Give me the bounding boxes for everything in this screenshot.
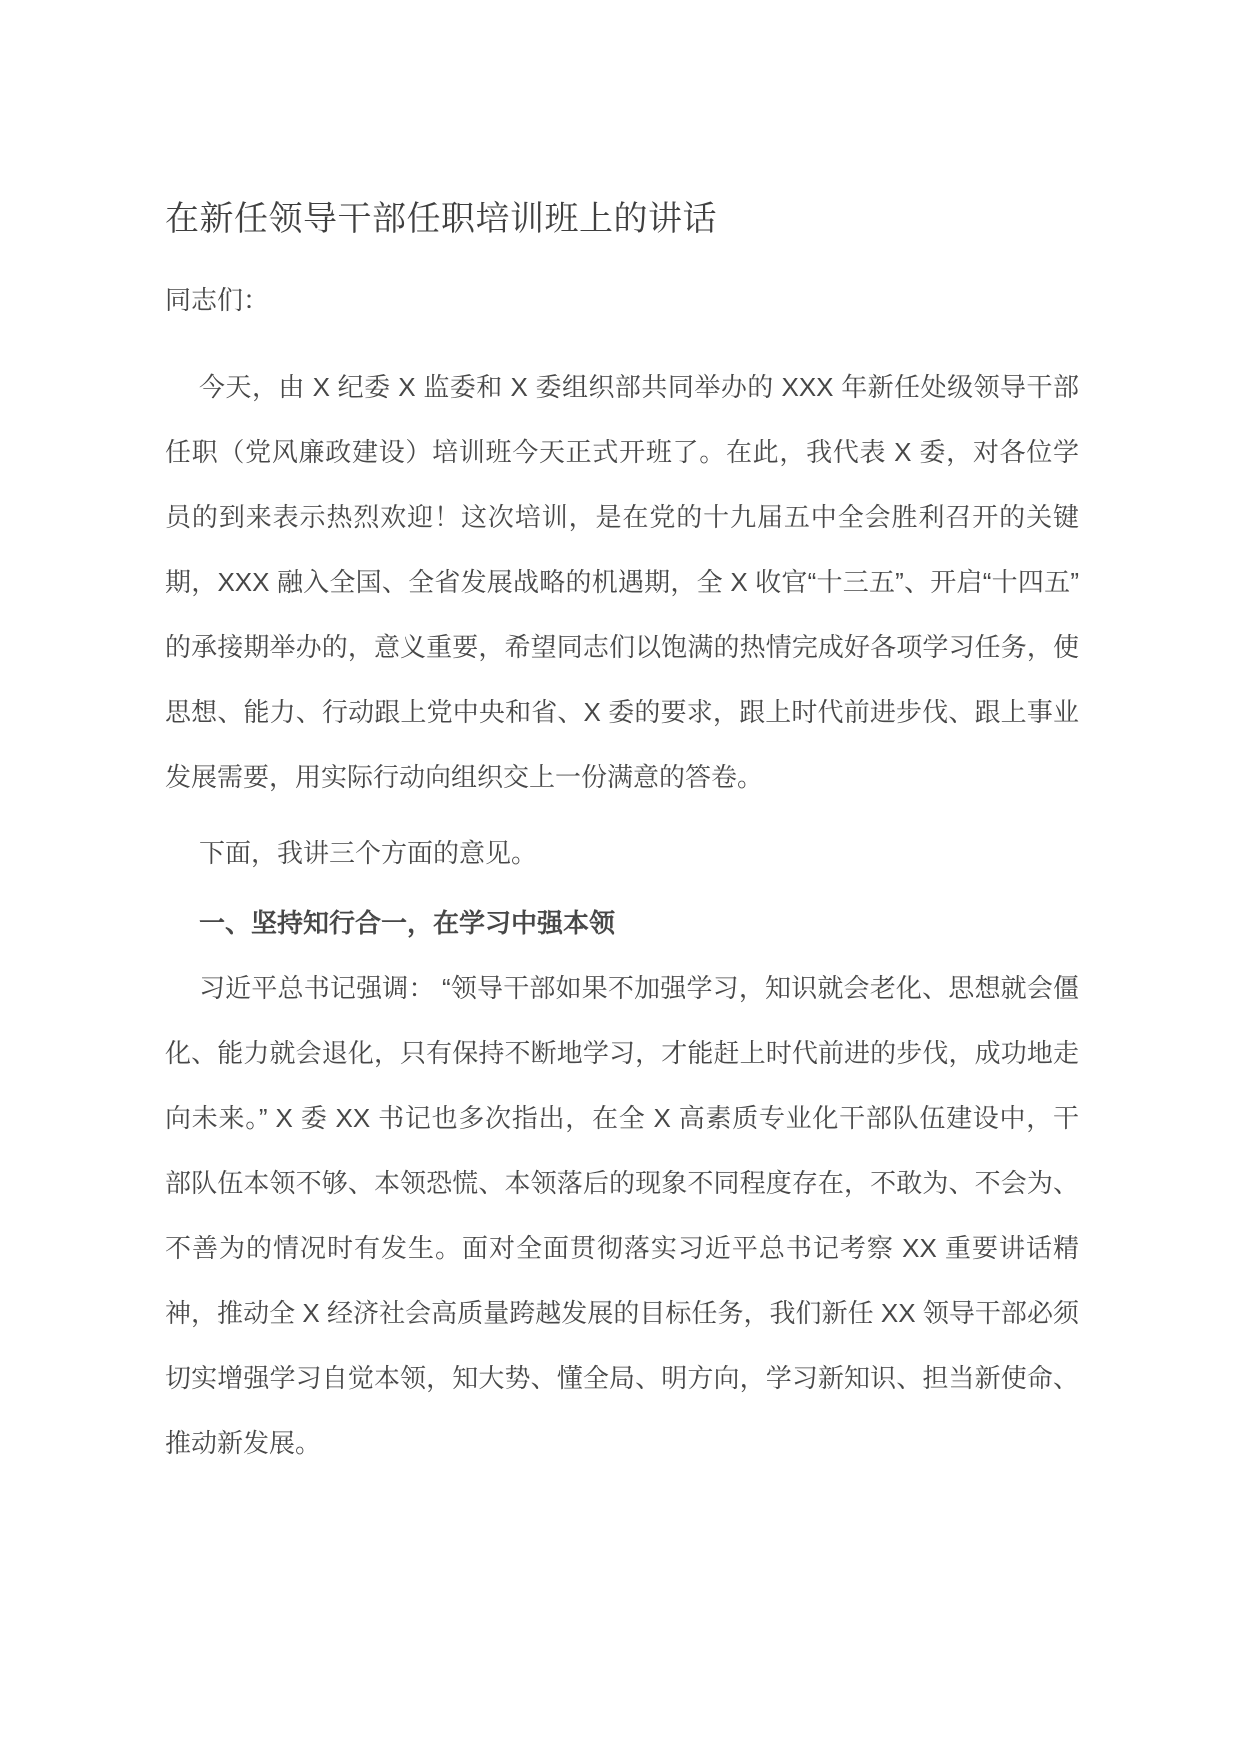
paragraph-section-1: 习近平总书记强调： “领导干部如果不加强学习，知识就会老化、思想就会僵化、能力就会退化，只有保持不断地学习，才能赶上时代前进的步伐，成功地走向未来。” X 委 XX 书记也多次指出，在全 X 高素质专业化干部队伍建设中，干部队伍本领不够、本领恐慌、本领落后的现象不同程度存在，不敢为、不会为、不善为的情况时有发生。面对全面贯彻落实习近平总书记考察 XX 重要讲话精神，推动全 X 经济社会高质量跨越发展的目标任务，我们新任 XX 领导干部必须切实增强学习自觉本领，知大势、懂全局、明方向，学习新知识、担当新使命、推动新发展。 xyxy=(165,973,1079,1458)
salutation-line: 同志们： xyxy=(165,285,270,315)
document-title: 在新任领导干部任职培训班上的讲话 xyxy=(165,200,717,238)
paragraph-intro: 今天，由 X 纪委 X 监委和 X 委组织部共同举办的 XXX 年新任处级领导干部任职（党风廉政建设）培训班今天正式开班了。在此，我代表 X 委，对各位学员的到来表示热烈欢迎！这次培训，是在党的十九届五中全会胜利召开的关键期，XXX 融入全国、全省发展战略的机遇期，全 X 收官“十三五”、开启“十四五”的承接期举办的，意义重要，希望同志们以饱满的热情完成好各项学习任务，使思想、能力、行动跟上党中央和省、X 委的要求，跟上时代前进步伐、跟上事业发展需要，用实际行动向组织交上一份满意的答卷。 xyxy=(165,372,1079,792)
section-1-heading: 一、坚持知行合一，在学习中强本领 xyxy=(199,908,616,938)
paragraph-transition: 下面，我讲三个方面的意见。 xyxy=(199,838,538,868)
